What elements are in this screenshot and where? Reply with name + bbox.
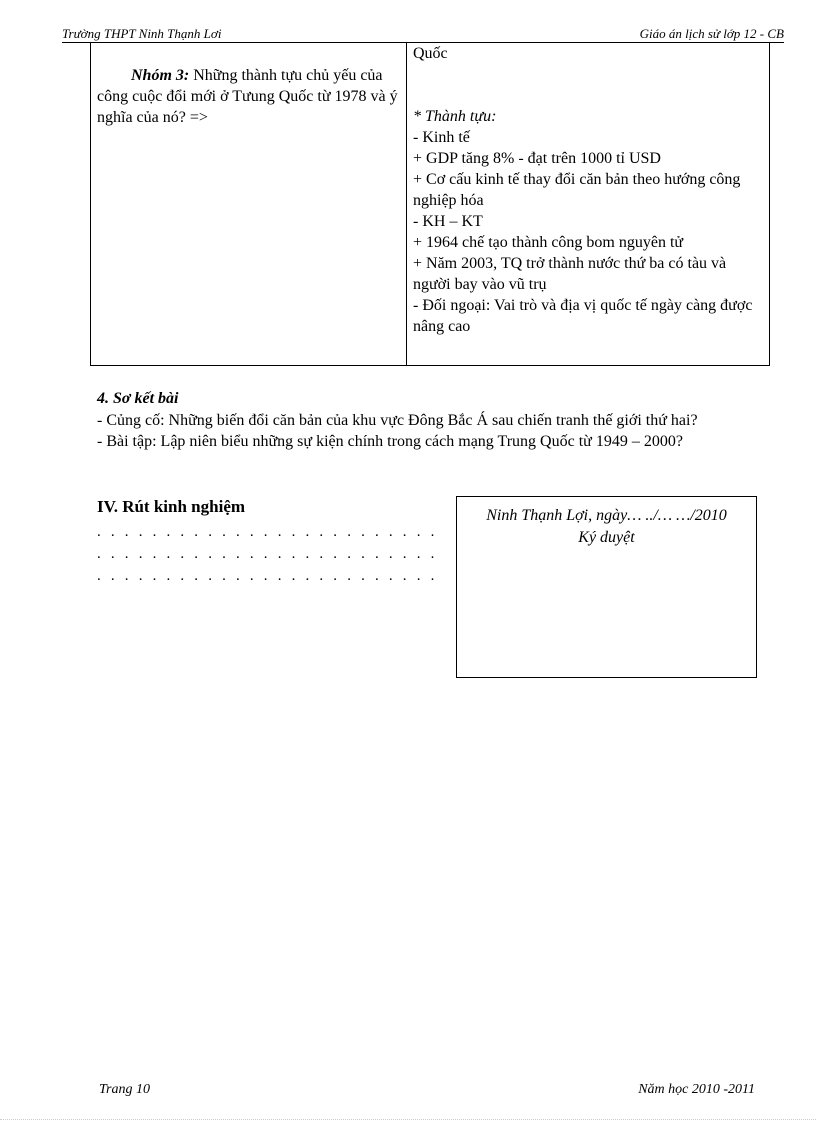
experience-title: IV. Rút kinh nghiệm <box>97 497 246 516</box>
page-bottom-border <box>0 1119 816 1120</box>
dotted-line: . . . . . . . . . . . . . . . . . . . . . . . . . <box>97 568 438 584</box>
experience-section <box>97 497 245 517</box>
answer-line: - Kinh tế <box>413 129 470 146</box>
answer-line: + Năm 2003, TQ trở thành nước thứ ba có tàu và người bay vào vũ trụ <box>413 255 727 293</box>
footer-year: Năm học 2010 -2011 <box>638 1082 755 1097</box>
answer-line: + GDP tăng 8% - đạt trên 1000 tỉ USD <box>413 150 661 167</box>
group-question: Những thành tựu chủ yếu của công cuộc đổi mới ở Tưung Quốc từ 1978 và ý nghĩa của nó? => <box>97 67 398 126</box>
summary-exercise: - Bài tập: Lập niên biểu những sự kiện chính trong cách mạng Trung Quốc từ 1949 – 2000? <box>97 433 683 450</box>
signature-date: Ninh Thạnh Lợi, ngày… ../… …/2010 <box>486 507 727 524</box>
group-label: Nhóm 3: <box>131 67 190 84</box>
footer-page: Trang 10 <box>99 1082 150 1097</box>
question-cell <box>91 43 407 366</box>
answer-line: - Đối ngoại: Vai trò và địa vị quốc tế ngày càng được nâng cao <box>413 297 753 335</box>
answer-cell <box>407 43 770 366</box>
answer-line: + Cơ cấu kinh tế thay đổi căn bản theo hướng công nghiệp hóa <box>413 171 741 209</box>
summary-section <box>97 388 757 453</box>
header-school: Trường THPT Ninh Thạnh Lơi <box>62 26 222 41</box>
signature-approval: Ký duyệt <box>578 529 635 546</box>
header-subject: Giáo án lịch sử lớp 12 - CB <box>639 26 784 41</box>
answer-top: Quốc <box>413 45 448 62</box>
signature-box <box>456 496 757 678</box>
achievements-heading: * Thành tựu: <box>413 108 497 125</box>
summary-title: 4. Sơ kết bài <box>97 390 179 407</box>
dotted-line: . . . . . . . . . . . . . . . . . . . . . . . . . <box>97 524 438 540</box>
content-table <box>90 42 770 366</box>
dotted-line: . . . . . . . . . . . . . . . . . . . . . . . . . <box>97 546 438 562</box>
page-header <box>62 26 784 43</box>
summary-review: - Củng cố: Những biến đổi căn bản của khu vực Đông Bắc Á sau chiến tranh thế giới thứ hai? <box>97 411 698 429</box>
answer-line: + 1964 chế tạo thành công bom nguyên tử <box>413 234 684 251</box>
answer-line: - KH – KT <box>413 213 483 230</box>
